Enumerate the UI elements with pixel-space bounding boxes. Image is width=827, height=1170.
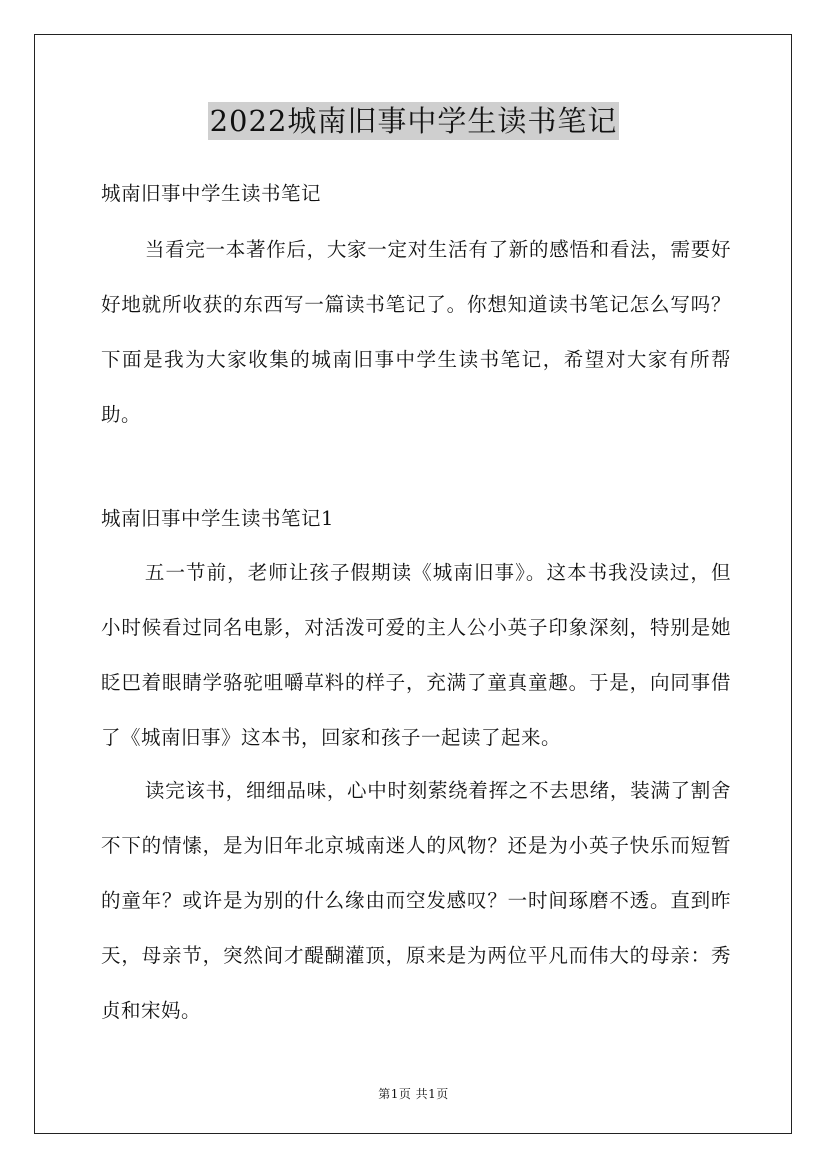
document-subtitle: 城南旧事中学生读书笔记 [101, 182, 322, 205]
document-title: 2022城南旧事中学生读书笔记 [209, 104, 618, 138]
section-heading: 城南旧事中学生读书笔记1 [101, 507, 334, 530]
title-wrap [0, 102, 827, 140]
intro-paragraph: 当看完一本著作后，大家一定对生活有了新的感悟和看法，需要好好地就所收获的东西写一篇读书笔记了。你想知道读书笔记怎么写吗？下面是我为大家收集的城南旧事中学生读书笔记，希望对大家有所帮助。 [101, 238, 731, 426]
page-footer: 第1页 共1页 [378, 1087, 449, 1101]
body-paragraph-1: 五一节前，老师让孩子假期读《城南旧事》。这本书我没读过，但小时候看过同名电影，对活泼可爱的主人公小英子印象深刻，特别是她眨巴着眼睛学骆驼咀嚼草料的样子，充满了童真童趣。于是，向同事借了《城南旧事》这本书，回家和孩子一起读了起来。 [101, 561, 731, 749]
body-paragraph-2: 读完该书，细细品味，心中时刻萦绕着挥之不去思绪，装满了割舍不下的情愫，是为旧年北京城南迷人的风物？还是为小英子快乐而短暂的童年？或许是为别的什么缘由而空发感叹？一时间琢磨不透。直到昨天，母亲节，突然间才醍醐灌顶，原来是为两位平凡而伟大的母亲：秀贞和宋妈。 [101, 779, 731, 1022]
